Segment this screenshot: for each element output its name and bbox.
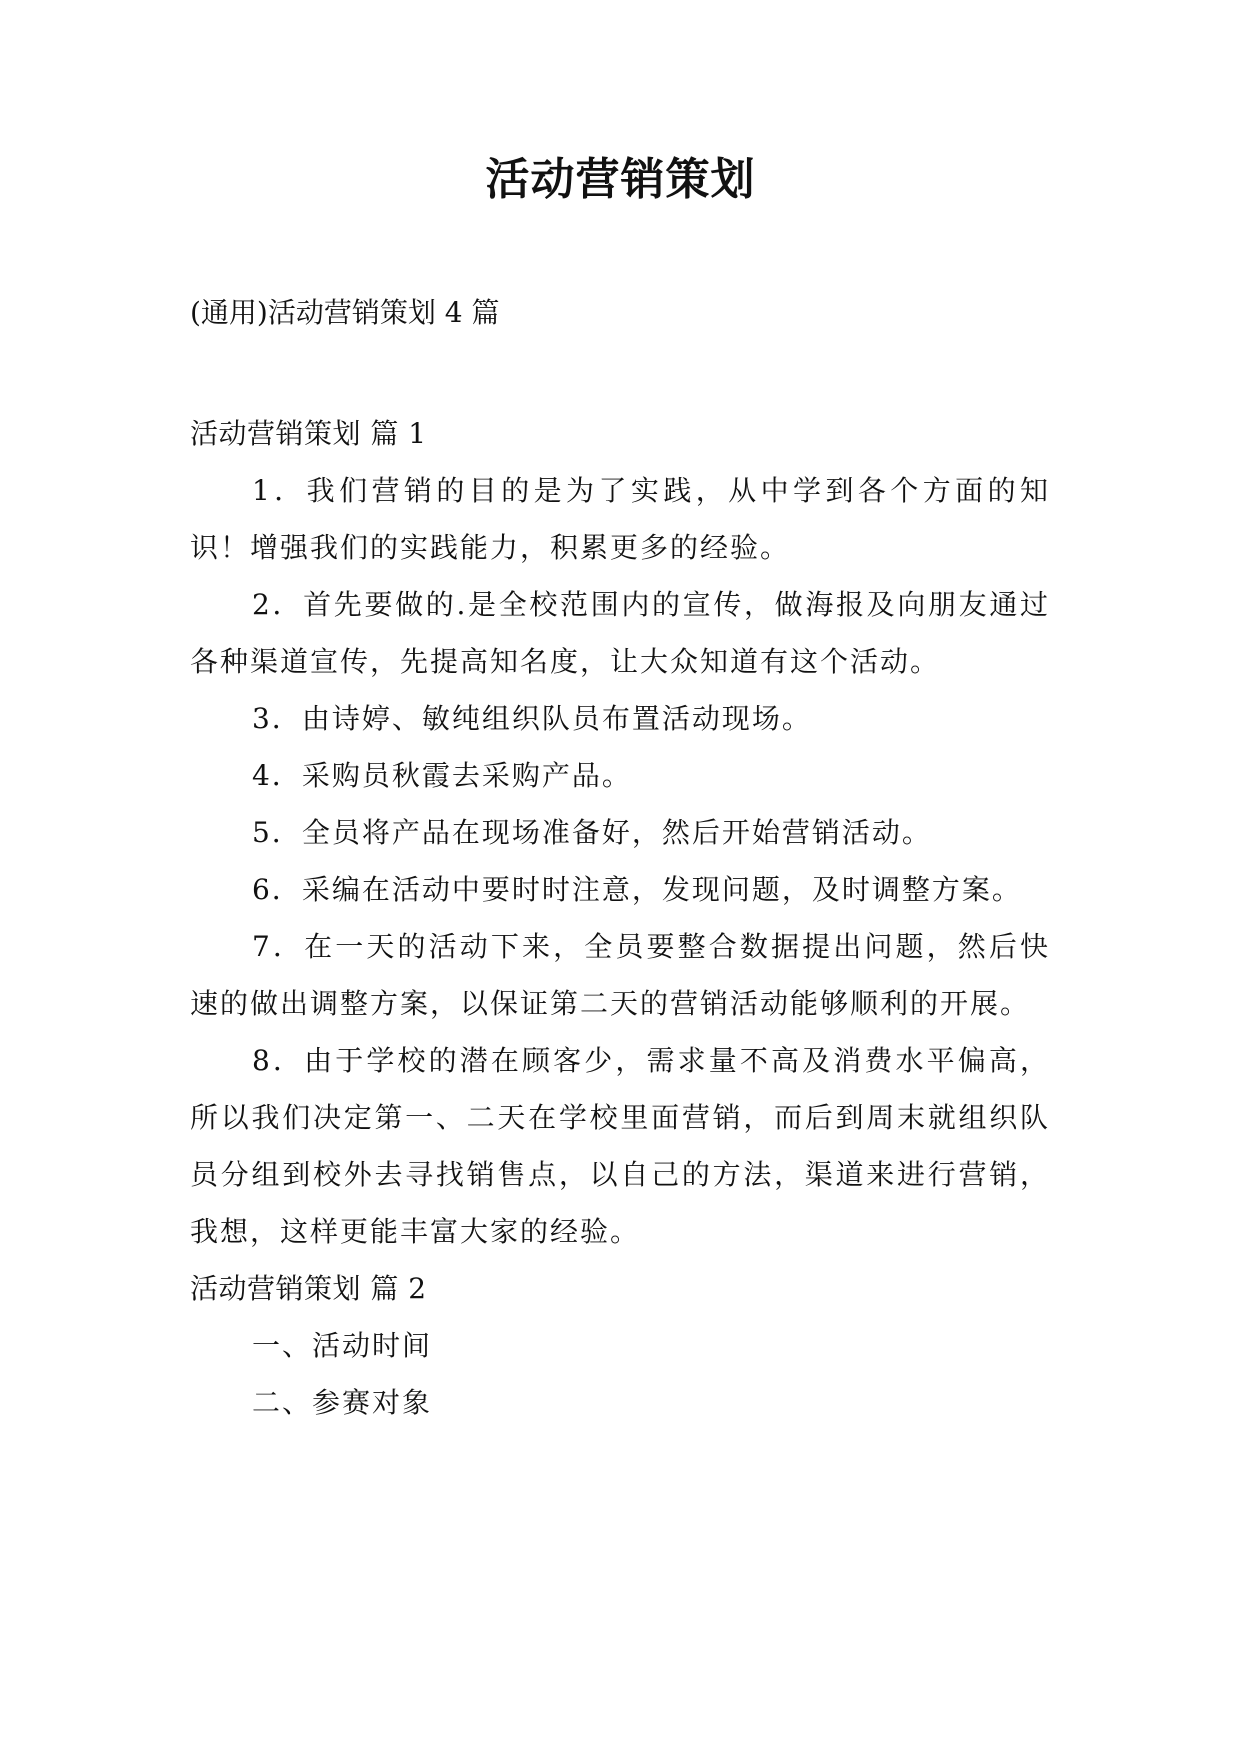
list-item-activity-time: 一、活动时间	[252, 1329, 433, 1362]
paragraph-1: 1．我们营销的目的是为了实践，从中学到各个方面的知识！增强我们的实践能力，积累更多的经验。	[190, 474, 1050, 564]
section-heading-1: 活动营销策划 篇 1	[190, 417, 427, 450]
paragraph-2: 2．首先要做的.是全校范围内的宣传，做海报及向朋友通过各种渠道宣传，先提高知名度，让大众知道有这个活动。	[190, 588, 1050, 678]
paragraph-8: 8．由于学校的潜在顾客少，需求量不高及消费水平偏高，所以我们决定第一、二天在学校里面营销，而后到周末就组织队员分组到校外去寻找销售点，以自己的方法，渠道来进行营销，我想，这样更能丰富大家的经验。	[190, 1044, 1050, 1248]
paragraph-6: 6．采编在活动中要时时注意，发现问题，及时调整方案。	[252, 873, 1022, 906]
document-body	[190, 405, 1050, 1431]
document-title: 活动营销策划	[485, 154, 756, 205]
section-heading-2: 活动营销策划 篇 2	[190, 1272, 427, 1305]
paragraph-3: 3．由诗婷、敏纯组织队员布置活动现场。	[252, 702, 812, 735]
paragraph-7: 7．在一天的活动下来，全员要整合数据提出问题，然后快速的做出调整方案，以保证第二天的营销活动能够顺利的开展。	[190, 930, 1050, 1020]
paragraph-5: 5．全员将产品在现场准备好，然后开始营销活动。	[252, 816, 932, 849]
document-subtitle: (通用)活动营销策划 4 篇	[190, 296, 500, 329]
list-item-participants: 二、参赛对象	[252, 1386, 433, 1419]
paragraph-4: 4．采购员秋霞去采购产品。	[252, 759, 632, 792]
